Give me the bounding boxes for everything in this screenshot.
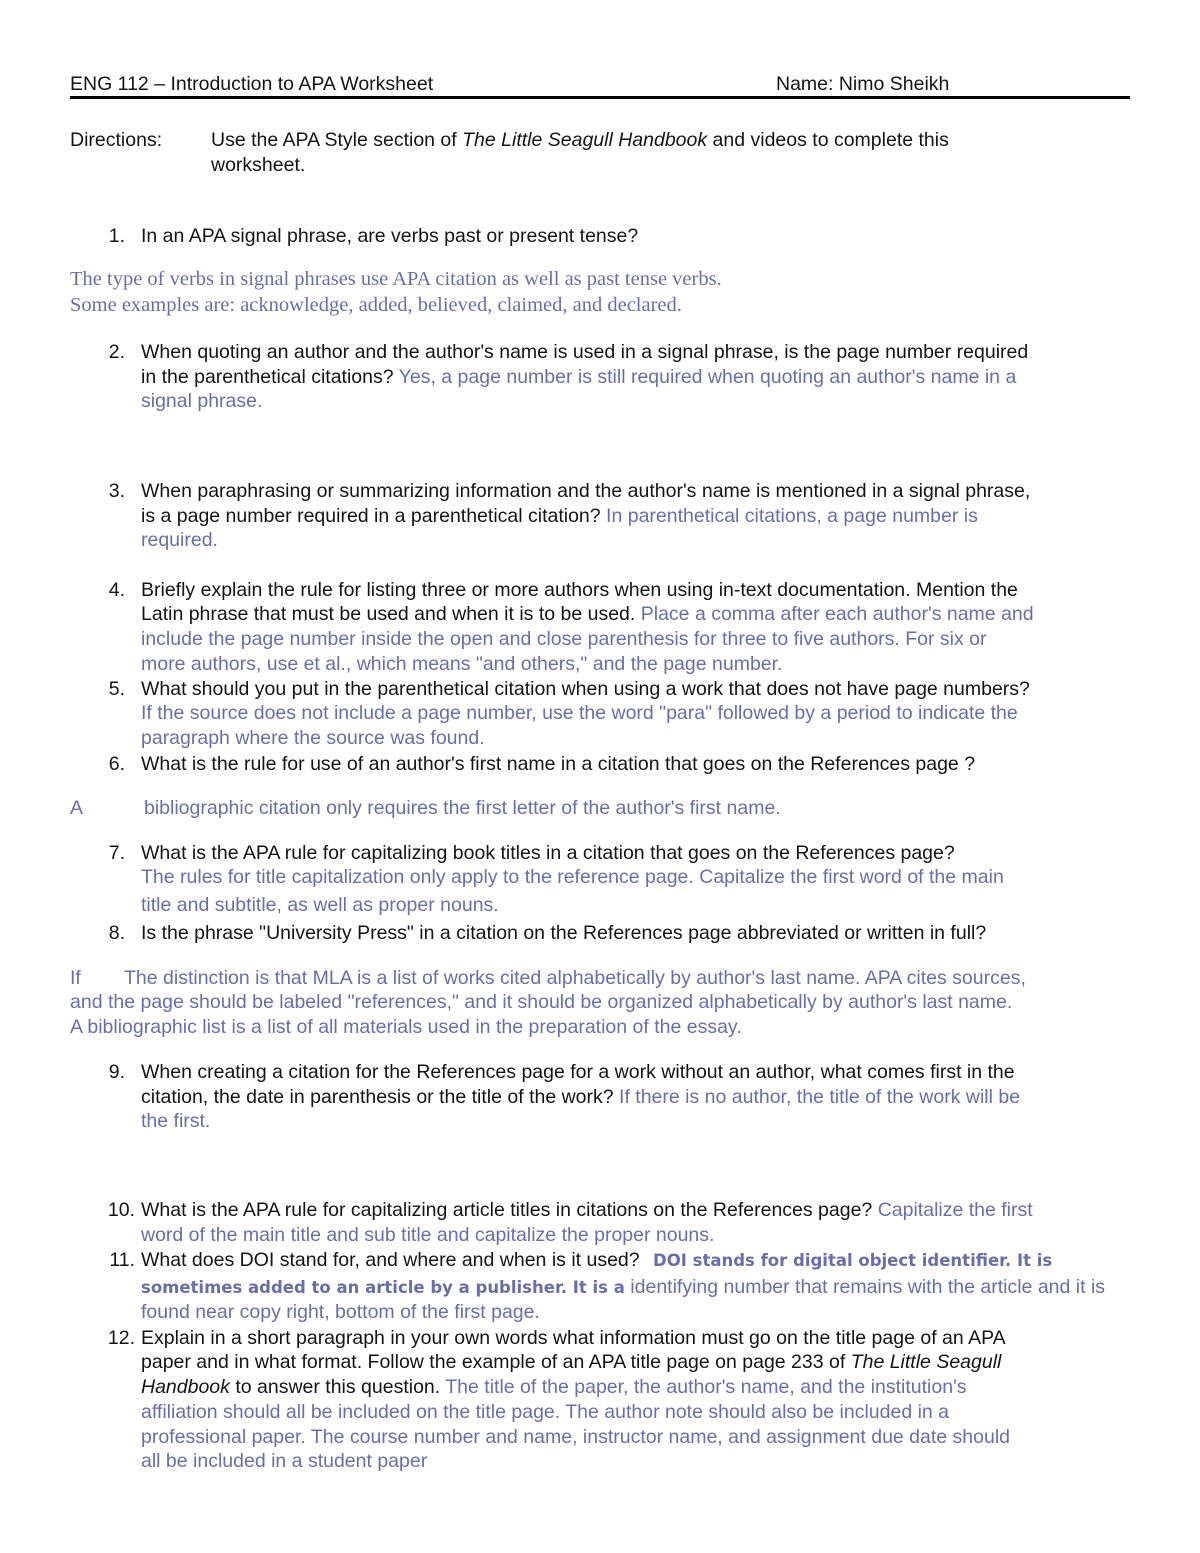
answer-text: In parenthetical citations, a page number is — [600, 505, 978, 527]
question-text: When quoting an author and the author's name is used in a signal phrase, is the page number required — [141, 341, 1029, 363]
question-number: 6. — [108, 753, 125, 775]
question-text — [141, 1198, 1033, 1222]
answer-text: Capitalize the first — [872, 1199, 1033, 1221]
answer-text: A bibliographic list is a list of all materials used in the preparation of the essay. — [70, 1016, 742, 1038]
answer-text: title and subtitle, as well as proper nouns. — [141, 894, 499, 916]
question-text: What should you put in the parenthetical citation when using a work that does not have page numbers? — [141, 678, 1030, 700]
directions-label: Directions: — [70, 129, 163, 151]
question-text — [141, 365, 1016, 389]
question-text: What is the APA rule for capitalizing book titles in a citation that goes on the References page? — [141, 842, 955, 864]
answer-text: word of the main title and sub title and capitalize the proper nouns. — [141, 1224, 715, 1246]
answer-text-part: sometimes added to an article by a publisher. It is a — [141, 1278, 625, 1297]
answer-text: Yes, a page number is still required when quoting an author's name in a — [393, 366, 1017, 388]
answer-text: If the source does not include a page number, use the word "para" followed by a period to indicate the — [141, 702, 1018, 724]
answer-prefix: If — [70, 967, 81, 989]
question-text — [141, 1248, 1052, 1273]
book-title: The Little Seagull — [850, 1351, 1002, 1373]
answer-text: The type of verbs in signal phrases use APA citation as well as past tense verbs. — [70, 268, 722, 290]
answer-text: required. — [141, 529, 218, 551]
answer-text: paragraph where the source was found. — [141, 727, 485, 749]
question-text: What is the rule for use of an author's first name in a citation that goes on the References page ? — [141, 753, 976, 775]
question-text-part: paper and in what format. Follow the example of an APA title page on page 233 of — [141, 1351, 851, 1373]
answer-text — [141, 1275, 1105, 1300]
directions-text-line2: worksheet. — [211, 154, 306, 176]
directions-text — [211, 128, 949, 152]
question-number: 9. — [108, 1061, 125, 1083]
worksheet-title: ENG 112 – Introduction to APA Worksheet — [70, 73, 434, 95]
answer-text: more authors, use et al., which means "and others," and the page number. — [141, 653, 783, 675]
answer-text: signal phrase. — [141, 390, 263, 412]
answer-text: Place a comma after each author's name and — [635, 603, 1034, 625]
answer-text: bibliographic citation only requires the first letter of the author's first name. — [144, 797, 781, 819]
question-text-part: to answer this question. — [229, 1376, 441, 1398]
answer-prefix: A — [70, 797, 84, 819]
answer-text: DOI stands for digital object identifier. It is — [653, 1251, 1053, 1270]
directions-text-part: and videos to complete this — [707, 129, 949, 151]
question-number: 3. — [108, 480, 125, 502]
answer-text: found near copy right, bottom of the first page. — [141, 1301, 540, 1323]
answer-text: all be included in a student paper — [141, 1450, 428, 1472]
question-number: 11. — [109, 1249, 135, 1271]
question-number: 4. — [108, 579, 125, 601]
book-title: Handbook — [141, 1376, 230, 1398]
answer-text: the first. — [141, 1110, 211, 1132]
question-text: When paraphrasing or summarizing information and the author's name is mentioned in a signal phrase, — [141, 480, 1031, 502]
question-number: 12. — [107, 1327, 135, 1349]
answer-text-part: identifying number that remains with the article and it is — [624, 1276, 1106, 1298]
question-text — [141, 1350, 1001, 1374]
question-number: 7. — [108, 842, 125, 864]
header-rule — [70, 96, 1130, 99]
answer-text: and the page should be labeled "references," and it should be organized alphabetically by author's last name. — [70, 991, 1013, 1013]
book-title: The Little Seagull Handbook — [462, 129, 708, 151]
question-text: When creating a citation for the References page for a work without an author, what comes first in the — [141, 1061, 1015, 1083]
question-text — [141, 1085, 1020, 1109]
answer-text: The distinction is that MLA is a list of works cited alphabetically by author's last name. APA cites sources, — [124, 967, 1026, 989]
question-text — [141, 504, 978, 528]
student-name: Name: Nimo Sheikh — [776, 73, 950, 95]
question-text-part: Latin phrase that must be used and when it is to be used. — [141, 603, 636, 625]
question-number: 10. — [107, 1199, 135, 1221]
question-text: In an APA signal phrase, are verbs past or present tense? — [141, 225, 639, 247]
answer-text: The rules for title capitalization only apply to the reference page. Capitalize the first word of the main — [141, 866, 1004, 888]
question-text-part: is a page number required in a parenthetical citation? — [141, 505, 601, 527]
question-text: Explain in a short paragraph in your own words what information must go on the title page of an APA — [141, 1327, 1006, 1349]
question-text-part: citation, the date in parenthesis or the title of the work? — [141, 1086, 614, 1108]
question-text: Is the phrase "University Press" in a citation on the References page abbreviated or written in full? — [141, 922, 987, 944]
question-text-part: What is the APA rule for capitalizing article titles in citations on the References page? — [141, 1199, 873, 1221]
question-number: 1. — [108, 225, 125, 247]
question-text: Briefly explain the rule for listing three or more authors when using in-text documentation. Mention the — [141, 579, 1018, 601]
question-text — [141, 602, 1034, 626]
answer-text: If there is no author, the title of the work will be — [613, 1086, 1021, 1108]
directions-text-part: Use the APA Style section of — [211, 129, 463, 151]
question-text-part: in the parenthetical citations? — [141, 366, 394, 388]
question-number: 5. — [108, 678, 125, 700]
answer-text: Some examples are: acknowledge, added, believed, claimed, and declared. — [70, 294, 682, 316]
question-number: 2. — [108, 341, 125, 363]
question-number: 8. — [108, 922, 125, 944]
question-text-part: What does DOI stand for, and where and when is it used? — [141, 1249, 640, 1271]
question-text — [141, 1375, 967, 1399]
answer-text: include the page number inside the open and close parenthesis for three to five authors. For six or — [141, 628, 987, 650]
answer-text: affiliation should all be included on the title page. The author note should also be included in a — [141, 1401, 950, 1423]
answer-text: The title of the paper, the author's name, and the institution's — [440, 1376, 967, 1398]
answer-text: professional paper. The course number and name, instructor name, and assignment due date should — [141, 1426, 1011, 1448]
